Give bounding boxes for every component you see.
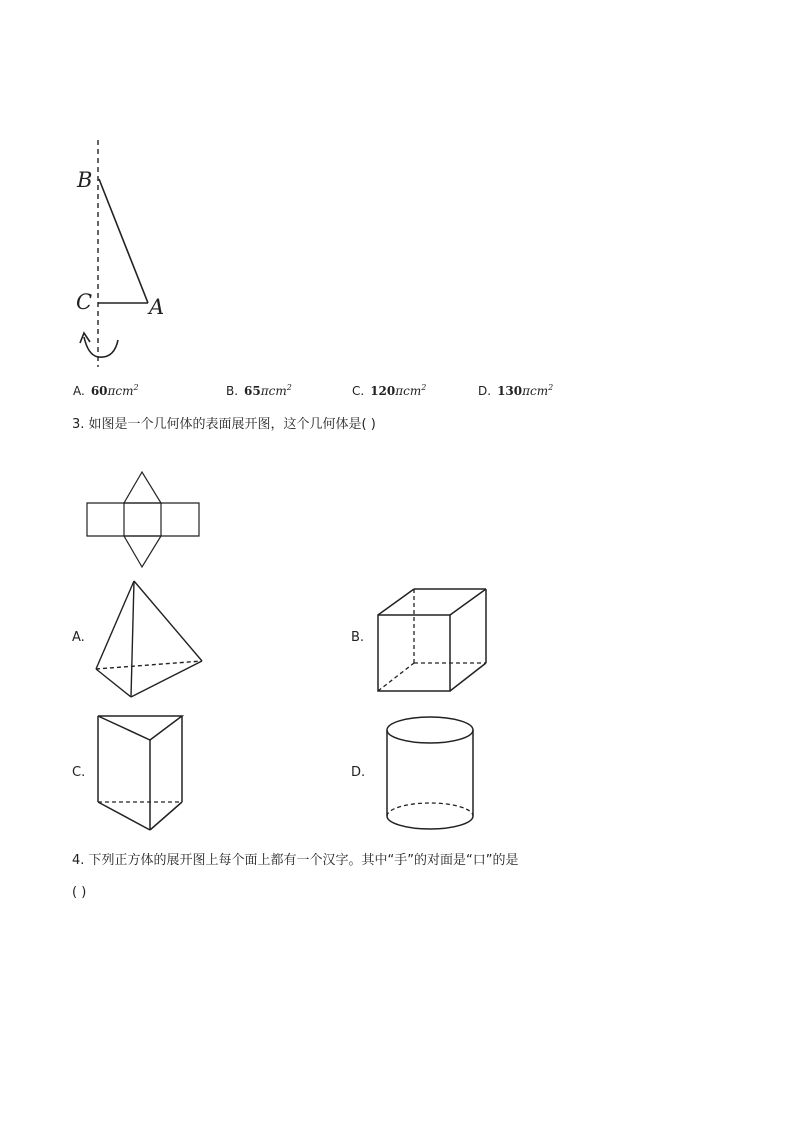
cube-svg (376, 587, 490, 695)
q2-option-b-letter: B. (226, 384, 239, 398)
net-rectangles (87, 503, 199, 536)
q2-option-d[interactable] (478, 383, 553, 398)
q2-option-c[interactable] (352, 383, 426, 398)
q2-option-c-number: 120 (370, 384, 396, 398)
q2-option-b[interactable] (226, 383, 292, 398)
q3-option-b-figure[interactable] (376, 587, 490, 699)
q2-option-c-unit: πcm (395, 384, 422, 398)
pyramid-svg (94, 579, 206, 701)
q2-option-b-unit: πcm (260, 384, 287, 398)
side-ba (99, 179, 148, 303)
q2-option-d-letter: D. (478, 384, 492, 398)
q2-option-a-unit: πcm (107, 384, 134, 398)
q2-option-a-exp: 2 (133, 383, 139, 392)
q2-option-d-exp: 2 (548, 383, 554, 392)
prism-net-svg (85, 470, 205, 570)
q3-option-c-label[interactable]: C. (72, 765, 86, 780)
prism-svg (96, 714, 186, 834)
q2-option-d-number: 130 (497, 384, 523, 398)
net-top-triangle (124, 472, 161, 503)
label-a: A (149, 295, 165, 319)
q2-option-c-exp: 2 (421, 383, 427, 392)
q2-option-d-unit: πcm (522, 384, 549, 398)
label-c: C (76, 290, 93, 314)
cylinder-svg (384, 714, 478, 832)
q3-text: 3. 如图是一个几何体的表面展开图，这个几何体是( ) (72, 417, 376, 432)
q3-option-a-label[interactable]: A. (72, 630, 85, 645)
q3-option-d-figure[interactable] (384, 714, 478, 836)
net-bottom-triangle (124, 536, 161, 567)
q3-option-b-label[interactable]: B. (351, 630, 365, 645)
q2-option-a-letter: A. (73, 384, 85, 398)
q2-option-a[interactable] (73, 383, 139, 398)
q3-option-c-figure[interactable] (96, 714, 186, 838)
q2-option-a-number: 60 (90, 384, 108, 398)
rotation-figure (70, 135, 170, 370)
q4-text: 4. 下列正方体的展开图上每个面上都有一个汉字。其中“手”的对面是“口”的是 (72, 853, 519, 868)
prism-net-figure (85, 470, 205, 574)
q2-option-b-exp: 2 (286, 383, 292, 392)
q3-option-a-figure[interactable] (94, 579, 206, 705)
q4-answer-paren: ( ) (72, 885, 87, 900)
label-b: B (77, 168, 93, 192)
q2-option-c-letter: C. (352, 384, 365, 398)
q2-option-b-number: 65 (244, 384, 261, 398)
q3-option-d-label[interactable]: D. (351, 765, 366, 780)
